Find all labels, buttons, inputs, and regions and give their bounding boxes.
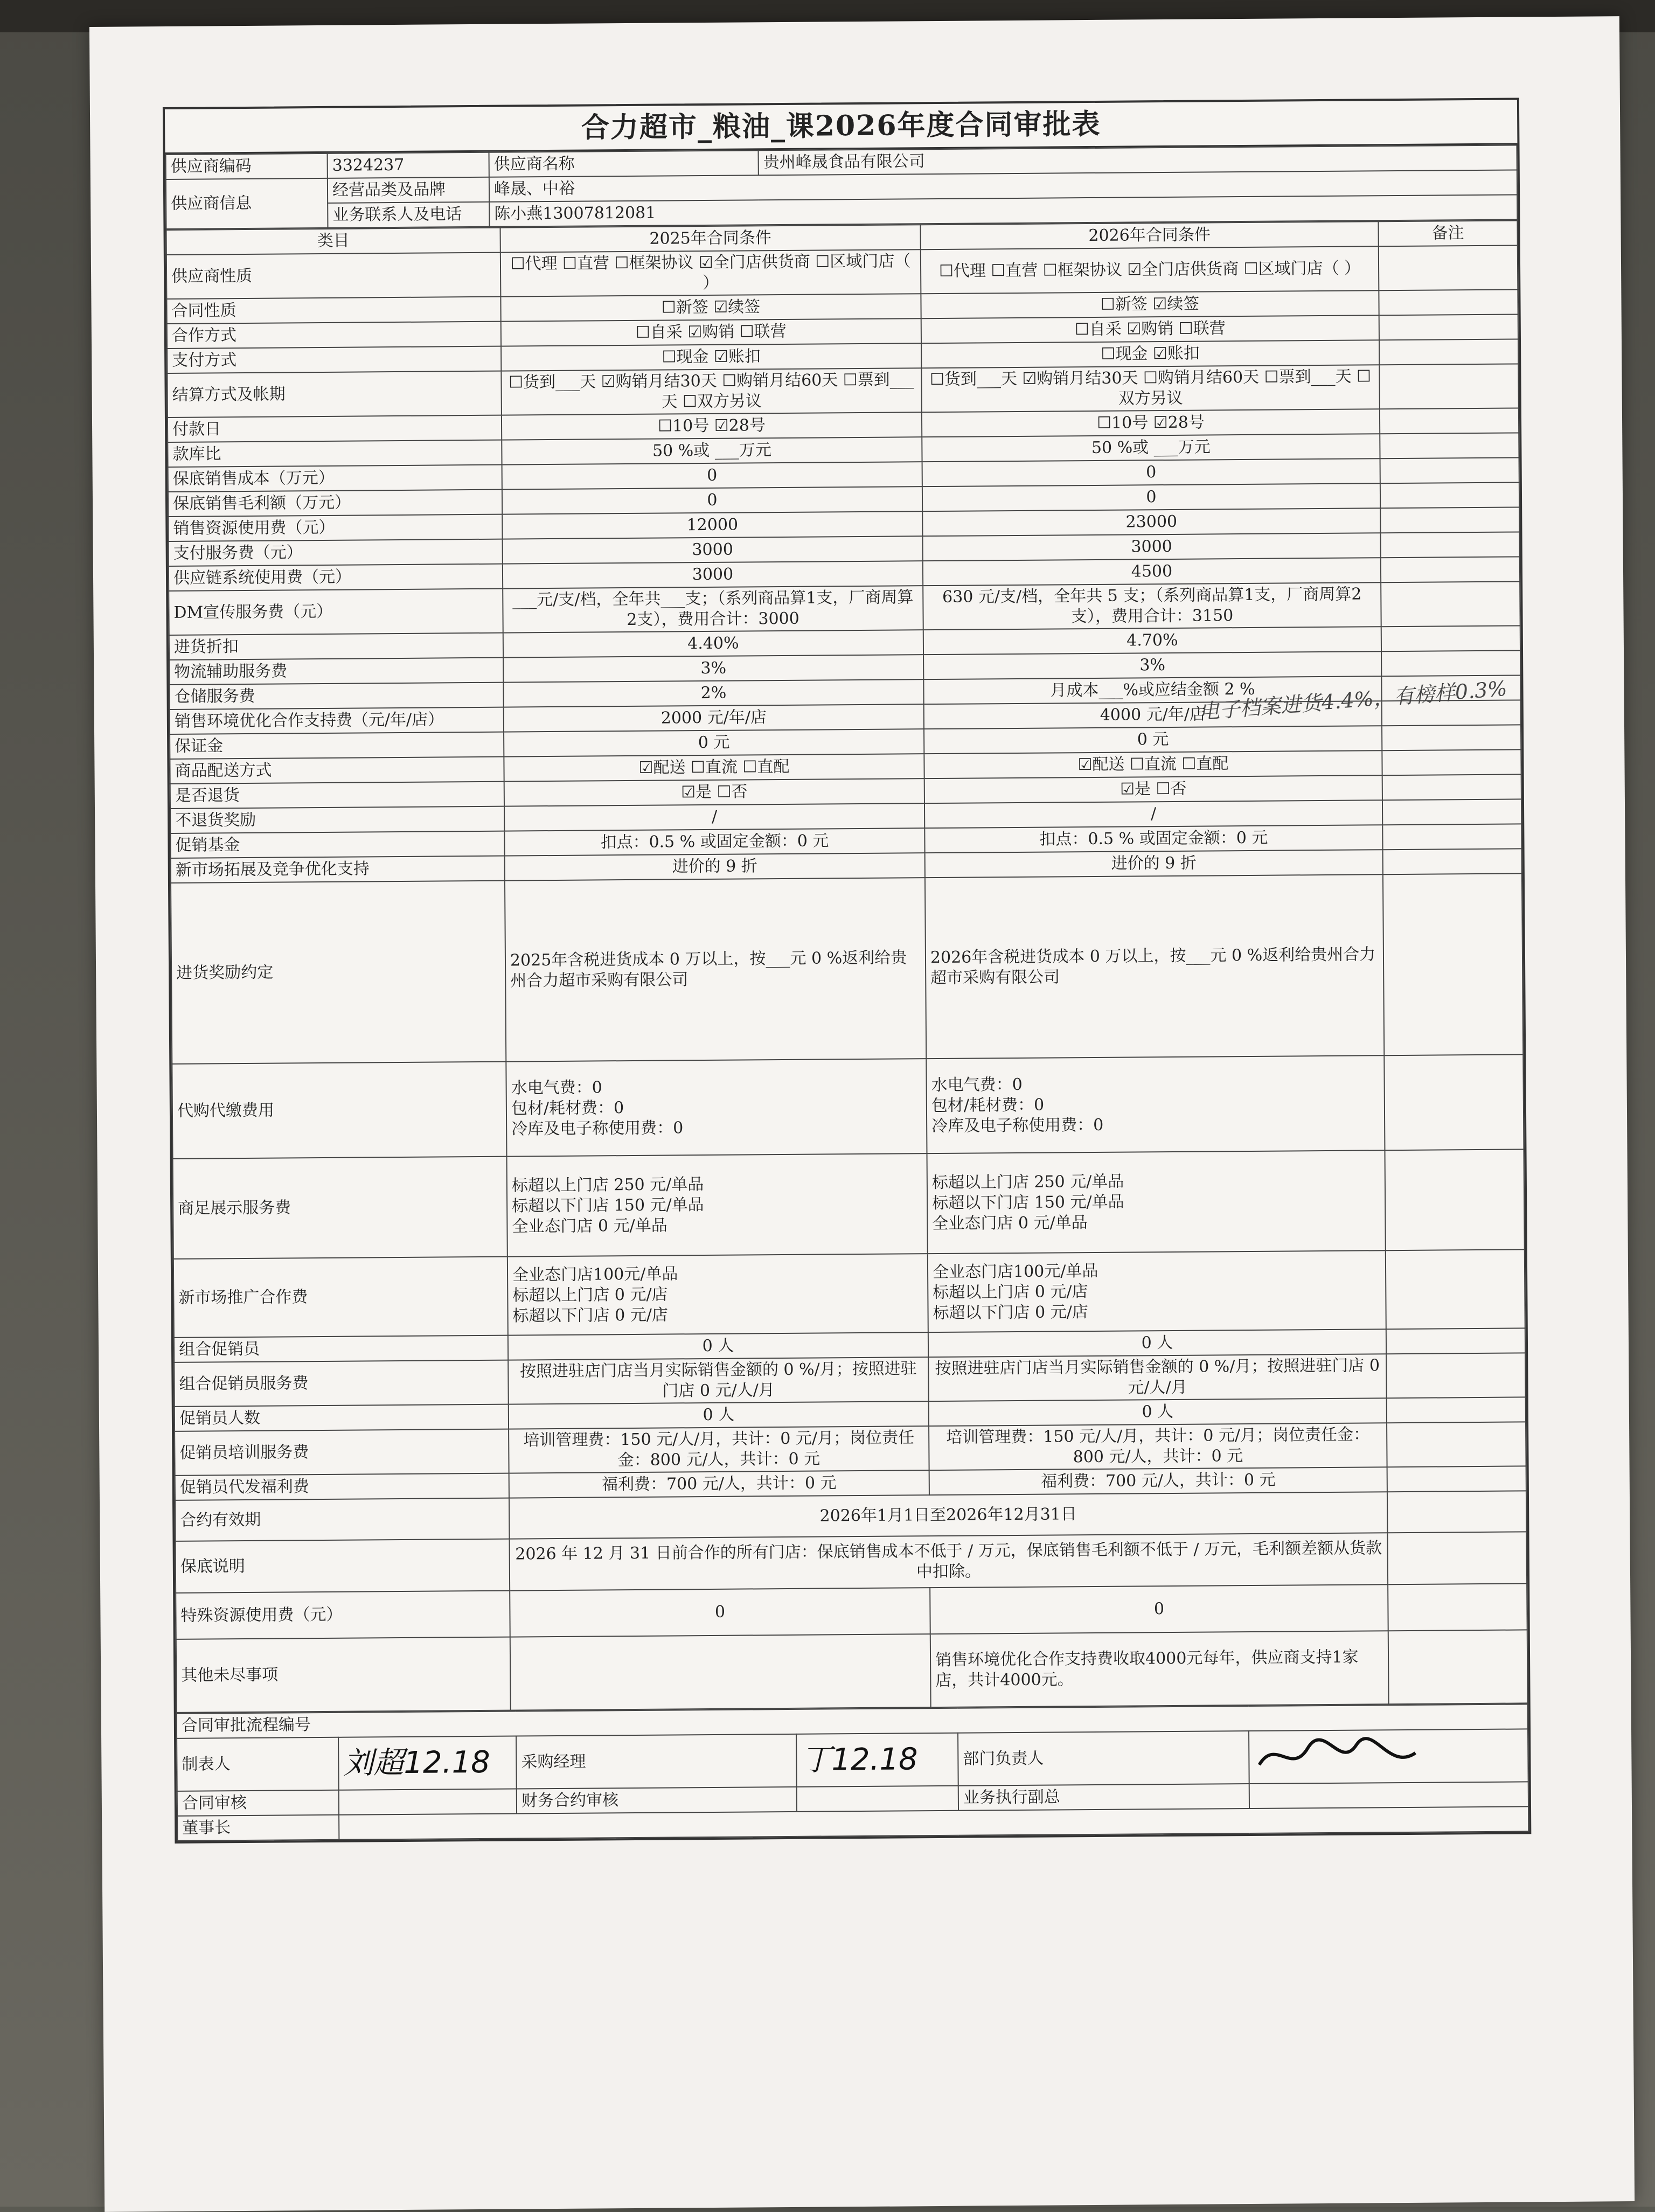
row-label: DM宣传服务费（元） (169, 589, 503, 635)
row-2026-value: 按照进驻店门店当月实际销售金额的 0 %/月；按照进驻门店 0 元/人/月 (928, 1354, 1387, 1401)
promo-coop-label: 新市场推广合作费 (173, 1257, 508, 1338)
row-2026-value: ☐现金 ☑账扣 (921, 340, 1379, 368)
row-label: 仓储服务费 (169, 683, 503, 709)
row-note (1382, 749, 1521, 775)
agency-label: 代购代缴费用 (172, 1062, 506, 1159)
row-note (1379, 245, 1518, 290)
row-2026-value: ☐自采 ☑购销 ☐联营 (921, 315, 1379, 343)
row-2025-value: 0 (502, 486, 922, 514)
display-note (1385, 1149, 1524, 1250)
other-2026: 销售环境优化合作支持费收取4000元每年，供应商支持1家店，共计4000元。 (930, 1631, 1389, 1707)
row-2026-value: 福利费：700 元/人，共计：0 元 (929, 1467, 1387, 1495)
row-label: 是否退货 (170, 782, 504, 809)
review-label: 合同审核 (177, 1790, 339, 1816)
row-label: 供应链系统使用费（元） (169, 564, 503, 591)
row-label: 销售环境优化合作支持费（元/年/店） (170, 707, 504, 734)
row-label: 促销员培训服务费 (175, 1429, 509, 1476)
row-note (1380, 457, 1519, 483)
row-2026-value: 4000 元/年/店 (924, 701, 1382, 729)
row-2026-value: ☑配送 ☐直流 ☐直配 (924, 750, 1382, 778)
director-label: 董事长 (177, 1815, 339, 1841)
row-2025-value: 按照进驻店门店当月实际销售金额的 0 %/月；按照进驻门店 0 元/人/月 (508, 1357, 929, 1404)
row-2026-value: ☐新签 ☑续签 (921, 290, 1379, 318)
special-note (1388, 1583, 1527, 1631)
row-note (1379, 314, 1518, 340)
promo-coop-line: 标超以下门店 0 元/店 (933, 1303, 1088, 1323)
row-2025-value: ☐自采 ☑购销 ☐联营 (501, 318, 921, 346)
row-2025-value: ☑配送 ☐直流 ☐直配 (504, 754, 924, 781)
row-2025-value: ___元/支/档，全年共___支；（系列商品算1支，厂商周算2支），费用合计：3000 (503, 586, 923, 632)
promo-coop-2026 (928, 1250, 1386, 1332)
row-2026-value: 630 元/支/档，全年共 5 支；（系列商品算1支，厂商周算2支），费用合计：3150 (923, 582, 1381, 630)
dept-signature-scribble (1254, 1731, 1432, 1781)
display-line: 全业态门店 0 元/单品 (512, 1216, 667, 1236)
row-2025-value: 3000 (503, 561, 923, 588)
row-2026-value: 4.70% (923, 627, 1381, 655)
display-2026 (927, 1150, 1386, 1254)
row-note (1379, 364, 1519, 409)
row-label: 组合促销员服务费 (174, 1360, 509, 1407)
row-label: 保底销售成本（万元） (168, 465, 502, 492)
display-line: 全业态门店 0 元/单品 (932, 1213, 1088, 1234)
row-2026-value: ☐代理 ☐直营 ☐框架协议 ☑全门店供货商 ☐区域门店（ ） (921, 246, 1379, 294)
row-label: 销售资源使用费（元） (168, 514, 502, 541)
promo-coop-line: 全业态门店100元/单品 (512, 1264, 678, 1285)
row-2025-value: 50 %或 ___万元 (502, 437, 922, 464)
row-note (1381, 625, 1520, 651)
row-2025-value: 0 (502, 462, 922, 489)
row-label: 保底销售毛利额（万元） (168, 490, 502, 517)
row-2026-value: 月成本___%或应结金额 2 % (923, 676, 1381, 704)
row-label: 新市场拓展及竞争优化支持 (171, 856, 505, 883)
special-label: 特殊资源使用费（元） (176, 1591, 510, 1639)
row-2025-value: 扣点：0.5 % 或固定金额：0 元 (504, 828, 924, 855)
row-2026-value: 扣点：0.5 % 或固定金额：0 元 (924, 825, 1382, 853)
form-title: 合力超市_粮油_课2026年度合同审批表 (165, 100, 1518, 154)
validity-note (1387, 1491, 1527, 1533)
row-label: 款库比 (168, 440, 502, 467)
row-note (1379, 289, 1518, 315)
guarantee-value: 2026 年 12 月 31 日前合作的所有门店：保底销售成本不低于 / 万元，保底销售毛利额不低于 / 万元，毛利额差额从货款中扣除。 (509, 1533, 1388, 1590)
row-note (1380, 482, 1519, 508)
header-item: 类目 (166, 228, 500, 255)
flow-number-label: 合同审批流程编号 (177, 1704, 1528, 1738)
display-line: 标超以上门店 250 元/单品 (511, 1175, 704, 1195)
vp-label: 业务执行副总 (958, 1784, 1249, 1811)
row-label: 保证金 (170, 732, 504, 759)
validity-label: 合约有效期 (175, 1498, 510, 1541)
row-2026-value: 0 人 (928, 1329, 1386, 1357)
row-note (1382, 799, 1521, 825)
other-label: 其他未尽事项 (176, 1637, 511, 1713)
agency-2025 (506, 1059, 927, 1156)
review-value (339, 1789, 517, 1815)
rebate-note (1383, 873, 1523, 1055)
row-note (1381, 557, 1520, 582)
display-line: 标超以上门店 250 元/单品 (931, 1172, 1124, 1193)
display-2025 (507, 1153, 928, 1256)
row-label: 组合促销员 (174, 1335, 508, 1362)
supplier-name-label: 供应商名称 (489, 150, 759, 177)
row-2025-value: 福利费：700 元/人，共计：0 元 (509, 1470, 929, 1498)
row-label: 促销员代发福利费 (175, 1473, 509, 1500)
row-2025-value: ☐10号 ☑28号 (502, 412, 922, 440)
header-2026: 2026年合同条件 (920, 221, 1378, 249)
agency-line: 包材/耗材费：0 (511, 1098, 624, 1118)
guarantee-note (1387, 1532, 1527, 1584)
row-2025-value: / (504, 803, 924, 831)
agency-line: 冷库及电子称使用费：0 (511, 1118, 684, 1139)
row-2025-value: 2% (503, 679, 923, 707)
row-2025-value: ☐新签 ☑续签 (500, 294, 921, 321)
agency-line: 包材/耗材费：0 (931, 1095, 1045, 1116)
row-2026-value: ☐货到___天 ☑购销月结30天 ☐购销月结60天 ☐票到___天 ☐双方另议 (921, 365, 1380, 412)
promo-coop-line: 全业态门店100元/单品 (932, 1261, 1098, 1282)
row-2025-value: 4.40% (503, 630, 923, 657)
row-note (1380, 433, 1519, 458)
validity-value: 2026年1月1日至2026年12月31日 (509, 1492, 1387, 1539)
rebate-2026: 2026年含税进货成本 0 万以上，按___元 0 %返利给贵州合力超市采购有限公司 (925, 874, 1384, 1059)
row-2026-value: / (924, 800, 1382, 828)
row-note (1383, 848, 1522, 874)
row-2026-value: 3000 (923, 533, 1381, 561)
row-2026-value: 0 元 (924, 726, 1382, 754)
row-note (1386, 1353, 1526, 1398)
contact-value: 陈小燕13007812081 (489, 194, 1517, 226)
buyer-label: 采购经理 (516, 1734, 797, 1789)
row-note (1382, 824, 1521, 850)
dept-label: 部门负责人 (958, 1731, 1249, 1786)
supplier-table (165, 144, 1518, 229)
signature-table (176, 1703, 1529, 1841)
row-2026-value: ☐10号 ☑28号 (922, 409, 1380, 437)
row-note (1387, 1466, 1526, 1492)
other-note (1388, 1630, 1528, 1704)
row-2026-value: 进价的 9 折 (925, 850, 1383, 878)
vp-value (1249, 1782, 1528, 1808)
buyer-signature: 丁12.18 (796, 1733, 958, 1787)
row-note (1387, 1422, 1526, 1467)
maker-signature: 刘超12.18 (338, 1736, 517, 1790)
row-2025-value: 3% (503, 655, 923, 682)
display-label: 商足展示服务费 (173, 1157, 507, 1259)
paper-sheet (89, 16, 1635, 2212)
row-note (1379, 339, 1518, 365)
agency-note (1384, 1054, 1524, 1150)
row-2026-value: 23000 (922, 508, 1380, 536)
finance-label: 财务合约审核 (517, 1787, 797, 1814)
row-note (1386, 1328, 1525, 1354)
rebate-label: 进货奖励约定 (171, 881, 506, 1064)
promo-coop-2025 (507, 1254, 928, 1335)
supplier-code: 3324237 (328, 152, 489, 178)
promo-coop-note (1386, 1249, 1525, 1329)
row-note (1382, 774, 1521, 800)
row-2025-value: 2000 元/年/店 (504, 704, 924, 732)
row-2026-value: 0 (922, 483, 1380, 511)
row-label: 合作方式 (167, 322, 501, 349)
agency-line: 水电气费：0 (931, 1075, 1023, 1095)
row-2025-value: ☑是 ☐否 (504, 778, 924, 806)
row-label: 支付服务费（元） (169, 539, 503, 566)
promo-coop-line: 标超以上门店 0 元/店 (933, 1282, 1088, 1303)
row-note (1382, 725, 1521, 750)
display-line: 标超以下门店 150 元/单品 (512, 1195, 704, 1216)
category-value: 峰晟、中裕 (489, 170, 1517, 201)
row-label: 商品配送方式 (170, 757, 504, 784)
row-label: 物流辅助服务费 (169, 658, 503, 685)
row-label: 进货折扣 (169, 633, 503, 660)
row-2025-value: 12000 (502, 511, 922, 539)
row-2025-value: 3000 (503, 536, 923, 564)
header-note: 备注 (1378, 220, 1517, 246)
row-note (1381, 581, 1520, 627)
row-2025-value: 0 元 (504, 729, 924, 756)
contact-label: 业务联系人及电话 (328, 202, 489, 228)
supplier-name: 贵州峰晟食品有限公司 (759, 145, 1517, 175)
row-2025-value: ☐现金 ☑账扣 (501, 343, 921, 371)
row-label: 供应商性质 (166, 253, 501, 299)
row-2026-value: 0 人 (929, 1398, 1387, 1426)
row-2025-value: ☐货到___天 ☑购销月结30天 ☐购销月结60天 ☐票到___天 ☐双方另议 (501, 368, 922, 415)
agency-line: 冷库及电子称使用费：0 (931, 1115, 1104, 1136)
row-label: 付款日 (168, 415, 502, 442)
row-note (1380, 507, 1519, 533)
row-note (1387, 1397, 1526, 1423)
row-note (1380, 532, 1519, 558)
other-2025 (510, 1634, 931, 1710)
promo-coop-line: 标超以下门店 0 元/店 (512, 1305, 668, 1326)
row-2026-value: 3% (923, 651, 1381, 679)
row-label: 结算方式及帐期 (167, 371, 502, 418)
display-line: 标超以下门店 150 元/单品 (932, 1192, 1124, 1213)
row-2025-value: 培训管理费：150 元/人/月，共计：0 元/月；岗位责任金：800 元/人，共计：0 元 (509, 1426, 929, 1473)
agency-line: 水电气费：0 (511, 1078, 602, 1098)
row-2025-value: 进价的 9 折 (505, 853, 925, 880)
row-label: 促销员人数 (175, 1404, 509, 1431)
row-2026-value: ☑是 ☐否 (924, 775, 1382, 803)
agency-2026 (926, 1055, 1385, 1153)
special-2026: 0 (930, 1584, 1388, 1634)
row-2026-value: 4500 (923, 558, 1381, 586)
supplier-code-label: 供应商编码 (166, 154, 328, 179)
row-2025-value: 0 人 (508, 1332, 928, 1360)
row-2026-value: 50 %或 ___万元 (922, 434, 1380, 462)
row-label: 不退货奖励 (170, 806, 504, 833)
row-2025-value: 0 人 (509, 1401, 929, 1429)
maker-label: 制表人 (177, 1737, 339, 1791)
promo-coop-line: 标超以上门店 0 元/店 (512, 1285, 668, 1305)
terms-table (166, 220, 1528, 1713)
terms-rows (166, 245, 1522, 882)
dept-signature (1249, 1729, 1528, 1784)
category-label: 经营品类及品牌 (328, 177, 489, 203)
row-label: 合同性质 (166, 297, 500, 324)
rebate-2025: 2025年含税进货成本 0 万以上，按___元 0 %返利给贵州合力超市采购有限公司 (505, 878, 926, 1061)
supplier-info-label: 供应商信息 (166, 178, 328, 229)
row-label: 促销基金 (170, 831, 504, 858)
row-2025-value: ☐代理 ☐直营 ☐框架协议 ☑全门店供货商 ☐区域门店（ ） (500, 249, 921, 296)
row-2026-value: 培训管理费：150 元/人/月，共计：0 元/月；岗位责任金：800 元/人，共计：0 元 (929, 1423, 1387, 1470)
promoter-rows (174, 1328, 1526, 1500)
finance-value (797, 1786, 958, 1812)
row-note (1380, 408, 1519, 434)
header-2025: 2025年合同条件 (500, 225, 920, 252)
row-label: 支付方式 (167, 346, 501, 373)
guarantee-label: 保底说明 (176, 1539, 510, 1593)
special-2025: 0 (510, 1588, 930, 1637)
handwritten-annotation: 电子档案进货4.4%，有榜样0.3% (1198, 676, 1508, 724)
row-2026-value: 0 (922, 458, 1380, 486)
contract-form (163, 98, 1531, 1844)
